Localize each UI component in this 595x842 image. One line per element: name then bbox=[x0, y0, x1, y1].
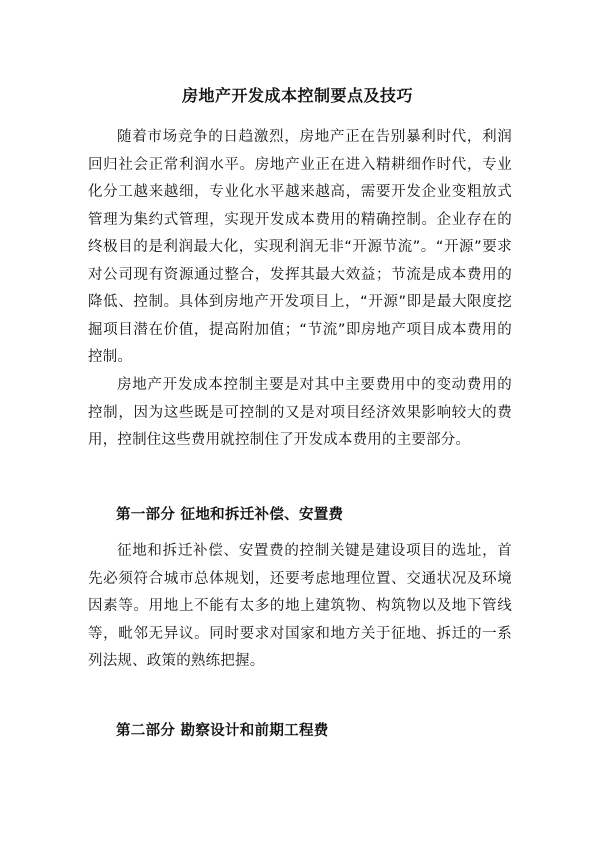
intro-paragraph-2: 房地产开发成本控制主要是对其中主要费用中的变动费用的控制，因为这些既是可控制的又是对项目经济效果影响较大的费用，控制住这些费用就控制住了开发成本费用的主要部分。 bbox=[88, 377, 512, 448]
section-heading-part-2: 第二部分 勘察设计和前期工程费 bbox=[116, 723, 329, 739]
intro-paragraph-1: 随着市场竞争的日趋激烈，房地产正在告别暴利时代，利润回归社会正常利润水平。房地产业正在进入精耕细作时代，专业化分工越来越细，专业化水平越来越高，需要开发企业变粗放式管理为集约式管理，实现开发成本费用的精确控制。企业存在的终极目的是利润最大化，实现利润无非“开源节流”。“开源”要求对公司现有资源通过整合，发挥其最大效益；节流是成本费用的降低、控制。具体到房地产开发项目上，“开源”即是最大限度挖掘项目潜在价值，提高附加值；“节流”即房地产项目成本费用的控制。 bbox=[88, 129, 512, 365]
section-body-part-1: 征地和拆迁补偿、安置费的控制关键是建设项目的选址，首先必须符合城市总体规划，还要考虑地理位置、交通状况及环境因素等。用地上不能有太多的地上建筑物、构筑物以及地下管线等，毗邻无异议。同时要求对国家和地方关于征地、拆迁的一系列法规、政策的熟练把握。 bbox=[88, 543, 512, 669]
section-heading-part-1: 第一部分 征地和拆迁补偿、安置费 bbox=[116, 507, 344, 523]
document-title: 房地产开发成本控制要点及技巧 bbox=[181, 86, 413, 105]
